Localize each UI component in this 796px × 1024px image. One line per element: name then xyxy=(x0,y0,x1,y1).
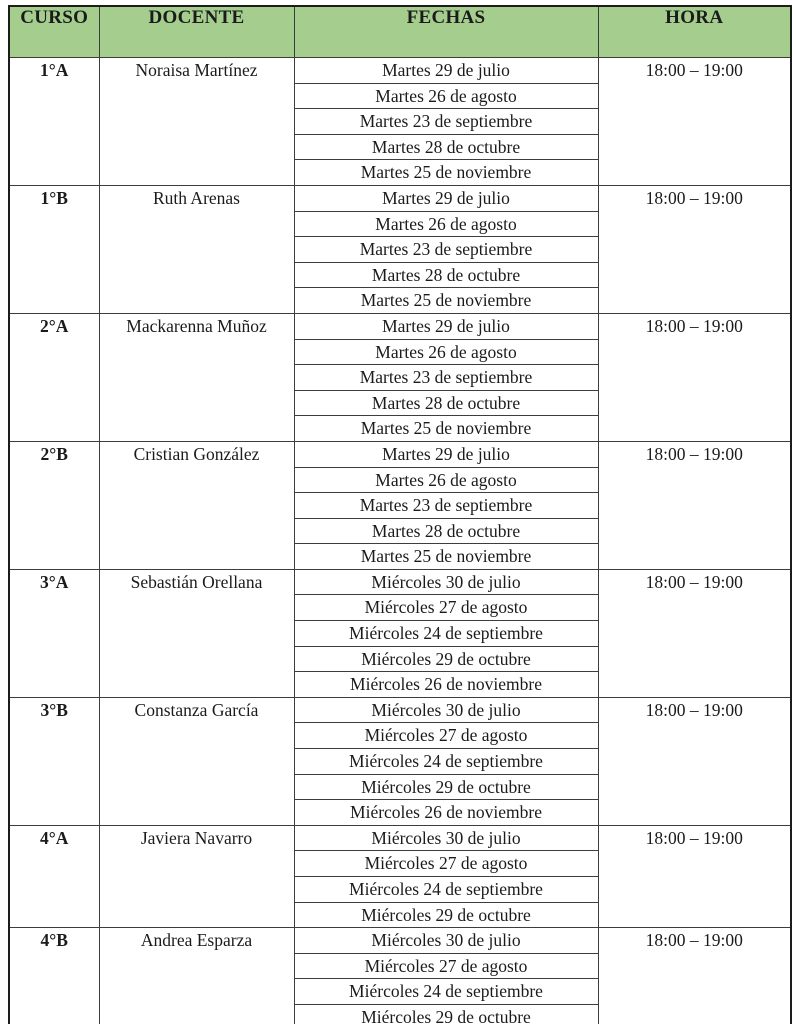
curso-cell: 2°B xyxy=(9,441,99,569)
fecha-cell: Martes 28 de octubre xyxy=(294,262,598,288)
fecha-cell: Martes 25 de noviembre xyxy=(294,288,598,314)
curso-cell: 2°A xyxy=(9,313,99,441)
hora-cell: 18:00 – 19:00 xyxy=(598,697,791,825)
fecha-cell: Miércoles 30 de julio xyxy=(294,825,598,851)
table-row xyxy=(9,313,791,339)
hora-cell: 18:00 – 19:00 xyxy=(598,313,791,441)
hora-cell: 18:00 – 19:00 xyxy=(598,185,791,313)
fecha-cell: Martes 26 de agosto xyxy=(294,339,598,365)
curso-cell: 4°B xyxy=(9,928,99,1024)
fecha-cell: Martes 25 de noviembre xyxy=(294,160,598,186)
docente-cell: Javiera Navarro xyxy=(99,825,294,927)
curso-cell: 1°B xyxy=(9,185,99,313)
fecha-cell: Martes 29 de julio xyxy=(294,441,598,467)
fecha-cell: Miércoles 24 de septiembre xyxy=(294,979,598,1005)
fecha-cell: Martes 26 de agosto xyxy=(294,467,598,493)
fecha-cell: Martes 23 de septiembre xyxy=(294,237,598,263)
course-schedule-table xyxy=(8,5,792,1024)
fecha-cell: Martes 26 de agosto xyxy=(294,83,598,109)
table-row xyxy=(9,58,791,84)
fecha-cell: Martes 29 de julio xyxy=(294,185,598,211)
table-row xyxy=(9,441,791,467)
fecha-cell: Miércoles 27 de agosto xyxy=(294,595,598,621)
table-body xyxy=(9,58,791,1024)
docente-cell: Ruth Arenas xyxy=(99,185,294,313)
fecha-cell: Miércoles 26 de noviembre xyxy=(294,800,598,826)
header-curso: CURSO xyxy=(9,6,99,58)
docente-cell: Cristian González xyxy=(99,441,294,569)
docente-cell: Sebastián Orellana xyxy=(99,569,294,697)
fecha-cell: Martes 29 de julio xyxy=(294,313,598,339)
fecha-cell: Martes 23 de septiembre xyxy=(294,109,598,135)
docente-cell: Noraisa Martínez xyxy=(99,58,294,186)
fecha-cell: Miércoles 26 de noviembre xyxy=(294,672,598,698)
table-row xyxy=(9,928,791,954)
fecha-cell: Miércoles 30 de julio xyxy=(294,569,598,595)
fecha-cell: Miércoles 24 de septiembre xyxy=(294,621,598,647)
header-fechas: FECHAS xyxy=(294,6,598,58)
hora-cell: 18:00 – 19:00 xyxy=(598,569,791,697)
hora-cell: 18:00 – 19:00 xyxy=(598,58,791,186)
docente-cell: Andrea Esparza xyxy=(99,928,294,1024)
fecha-cell: Martes 26 de agosto xyxy=(294,211,598,237)
fecha-cell: Miércoles 27 de agosto xyxy=(294,851,598,877)
table-row xyxy=(9,697,791,723)
table-row xyxy=(9,569,791,595)
fecha-cell: Martes 28 de octubre xyxy=(294,518,598,544)
fecha-cell: Miércoles 24 de septiembre xyxy=(294,749,598,775)
fecha-cell: Miércoles 27 de agosto xyxy=(294,723,598,749)
fecha-cell: Miércoles 24 de septiembre xyxy=(294,877,598,903)
fecha-cell: Martes 25 de noviembre xyxy=(294,544,598,570)
fecha-cell: Miércoles 30 de julio xyxy=(294,928,598,954)
docente-cell: Mackarenna Muñoz xyxy=(99,313,294,441)
curso-cell: 3°A xyxy=(9,569,99,697)
hora-cell: 18:00 – 19:00 xyxy=(598,441,791,569)
curso-cell: 4°A xyxy=(9,825,99,927)
fecha-cell: Martes 29 de julio xyxy=(294,58,598,84)
fecha-cell: Miércoles 29 de octubre xyxy=(294,774,598,800)
fecha-cell: Martes 23 de septiembre xyxy=(294,493,598,519)
fecha-cell: Martes 25 de noviembre xyxy=(294,416,598,442)
fecha-cell: Miércoles 29 de octubre xyxy=(294,1004,598,1024)
table-row xyxy=(9,185,791,211)
header-hora: HORA xyxy=(598,6,791,58)
curso-cell: 1°A xyxy=(9,58,99,186)
hora-cell: 18:00 – 19:00 xyxy=(598,825,791,927)
header-row xyxy=(9,6,791,58)
fecha-cell: Miércoles 30 de julio xyxy=(294,697,598,723)
fecha-cell: Miércoles 29 de octubre xyxy=(294,646,598,672)
fecha-cell: Martes 28 de octubre xyxy=(294,390,598,416)
fecha-cell: Martes 28 de octubre xyxy=(294,134,598,160)
curso-cell: 3°B xyxy=(9,697,99,825)
hora-cell: 18:00 – 19:00 xyxy=(598,928,791,1024)
fecha-cell: Martes 23 de septiembre xyxy=(294,365,598,391)
table-row xyxy=(9,825,791,851)
fecha-cell: Miércoles 29 de octubre xyxy=(294,902,598,928)
header-docente: DOCENTE xyxy=(99,6,294,58)
docente-cell: Constanza García xyxy=(99,697,294,825)
fecha-cell: Miércoles 27 de agosto xyxy=(294,953,598,979)
